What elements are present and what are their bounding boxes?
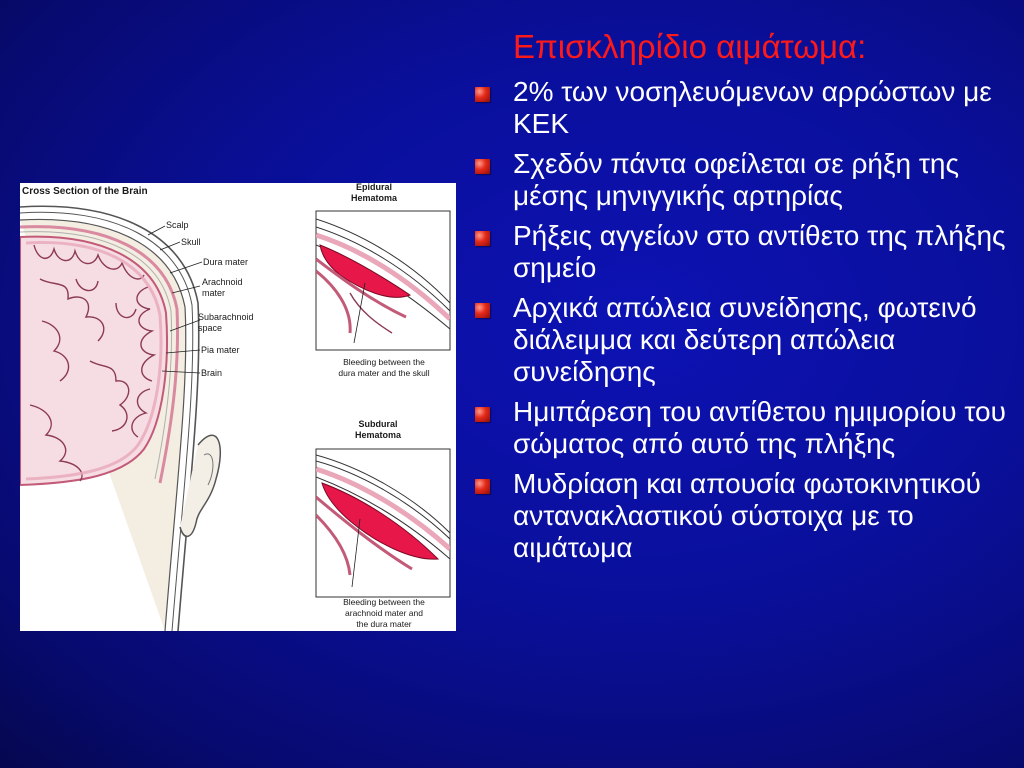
square-bullet-icon: [475, 87, 490, 102]
bullet-item: [472, 76, 1007, 140]
label-subarachnoid: Subarachnoid: [198, 312, 254, 322]
bullet-item: [472, 220, 1007, 284]
subdural-caption-2: arachnoid mater and: [345, 608, 423, 618]
bullet-item: [472, 468, 1007, 564]
label-brain: Brain: [201, 368, 223, 378]
square-bullet-icon: [475, 407, 490, 422]
bullet-item: [472, 396, 1007, 460]
square-bullet-icon: [475, 159, 490, 174]
label-skull: Skull: [181, 237, 201, 247]
subdural-caption: Bleeding between the: [343, 597, 425, 607]
label-scalp: Scalp: [166, 220, 189, 230]
epidural-hematoma-inset: [316, 211, 450, 350]
bullet-item: [472, 148, 1007, 212]
square-bullet-icon: [475, 479, 490, 494]
bullet-text: 2% των νοσηλευόμενων αρρώστων με ΚΕΚ: [513, 76, 992, 139]
brain-diagram: [20, 183, 456, 631]
bullet-text: Σχεδόν πάντα οφείλεται σε ρήξη της μέσης μηνιγγικής αρτηρίας: [513, 148, 959, 211]
square-bullet-icon: [475, 231, 490, 246]
bullet-text: Ημιπάρεση του αντίθετου ημιμορίου του σώματος από αυτό της πλήξης: [513, 396, 1006, 459]
subdural-caption-3: the dura mater: [356, 619, 412, 629]
subdural-title: Subdural: [358, 419, 398, 429]
epidural-title: Epidural: [355, 183, 393, 192]
subdural-title-2: Hematoma: [354, 430, 402, 440]
figure-heading: Cross Section of the Brain: [22, 186, 148, 197]
bullet-text: Αρχικά απώλεια συνείδησης, φωτεινό διάλειμμα και δεύτερη απώλεια συνείδησης: [513, 292, 977, 387]
label-arachnoid-mater: mater: [202, 288, 226, 298]
epidural-caption: Bleeding between the: [343, 357, 425, 367]
subdural-hematoma-inset: [316, 449, 450, 597]
epidural-caption-2: dura mater and the skull: [338, 368, 430, 378]
bullet-list: [472, 76, 1007, 572]
label-arachnoid: Arachnoid: [202, 277, 243, 287]
brain-cross-section-figure: [20, 183, 456, 631]
label-pia-mater: Pia mater: [201, 345, 240, 355]
bullet-item: [472, 292, 1007, 388]
bullet-text: Μυδρίαση και απουσία φωτοκινητικού αντανακλαστικού σύστοιχα με το αιμάτωμα: [513, 468, 981, 563]
bullet-text: Ρήξεις αγγείων στο αντίθετο της πλήξης σημείο: [513, 220, 1006, 283]
label-subarachnoid-space: space: [198, 323, 223, 333]
epidural-title-2: Hematoma: [350, 193, 398, 203]
slide-title: Επισκληρίδιο αιμάτωμα:: [513, 28, 867, 65]
label-dura-mater: Dura mater: [203, 257, 249, 267]
square-bullet-icon: [475, 303, 490, 318]
